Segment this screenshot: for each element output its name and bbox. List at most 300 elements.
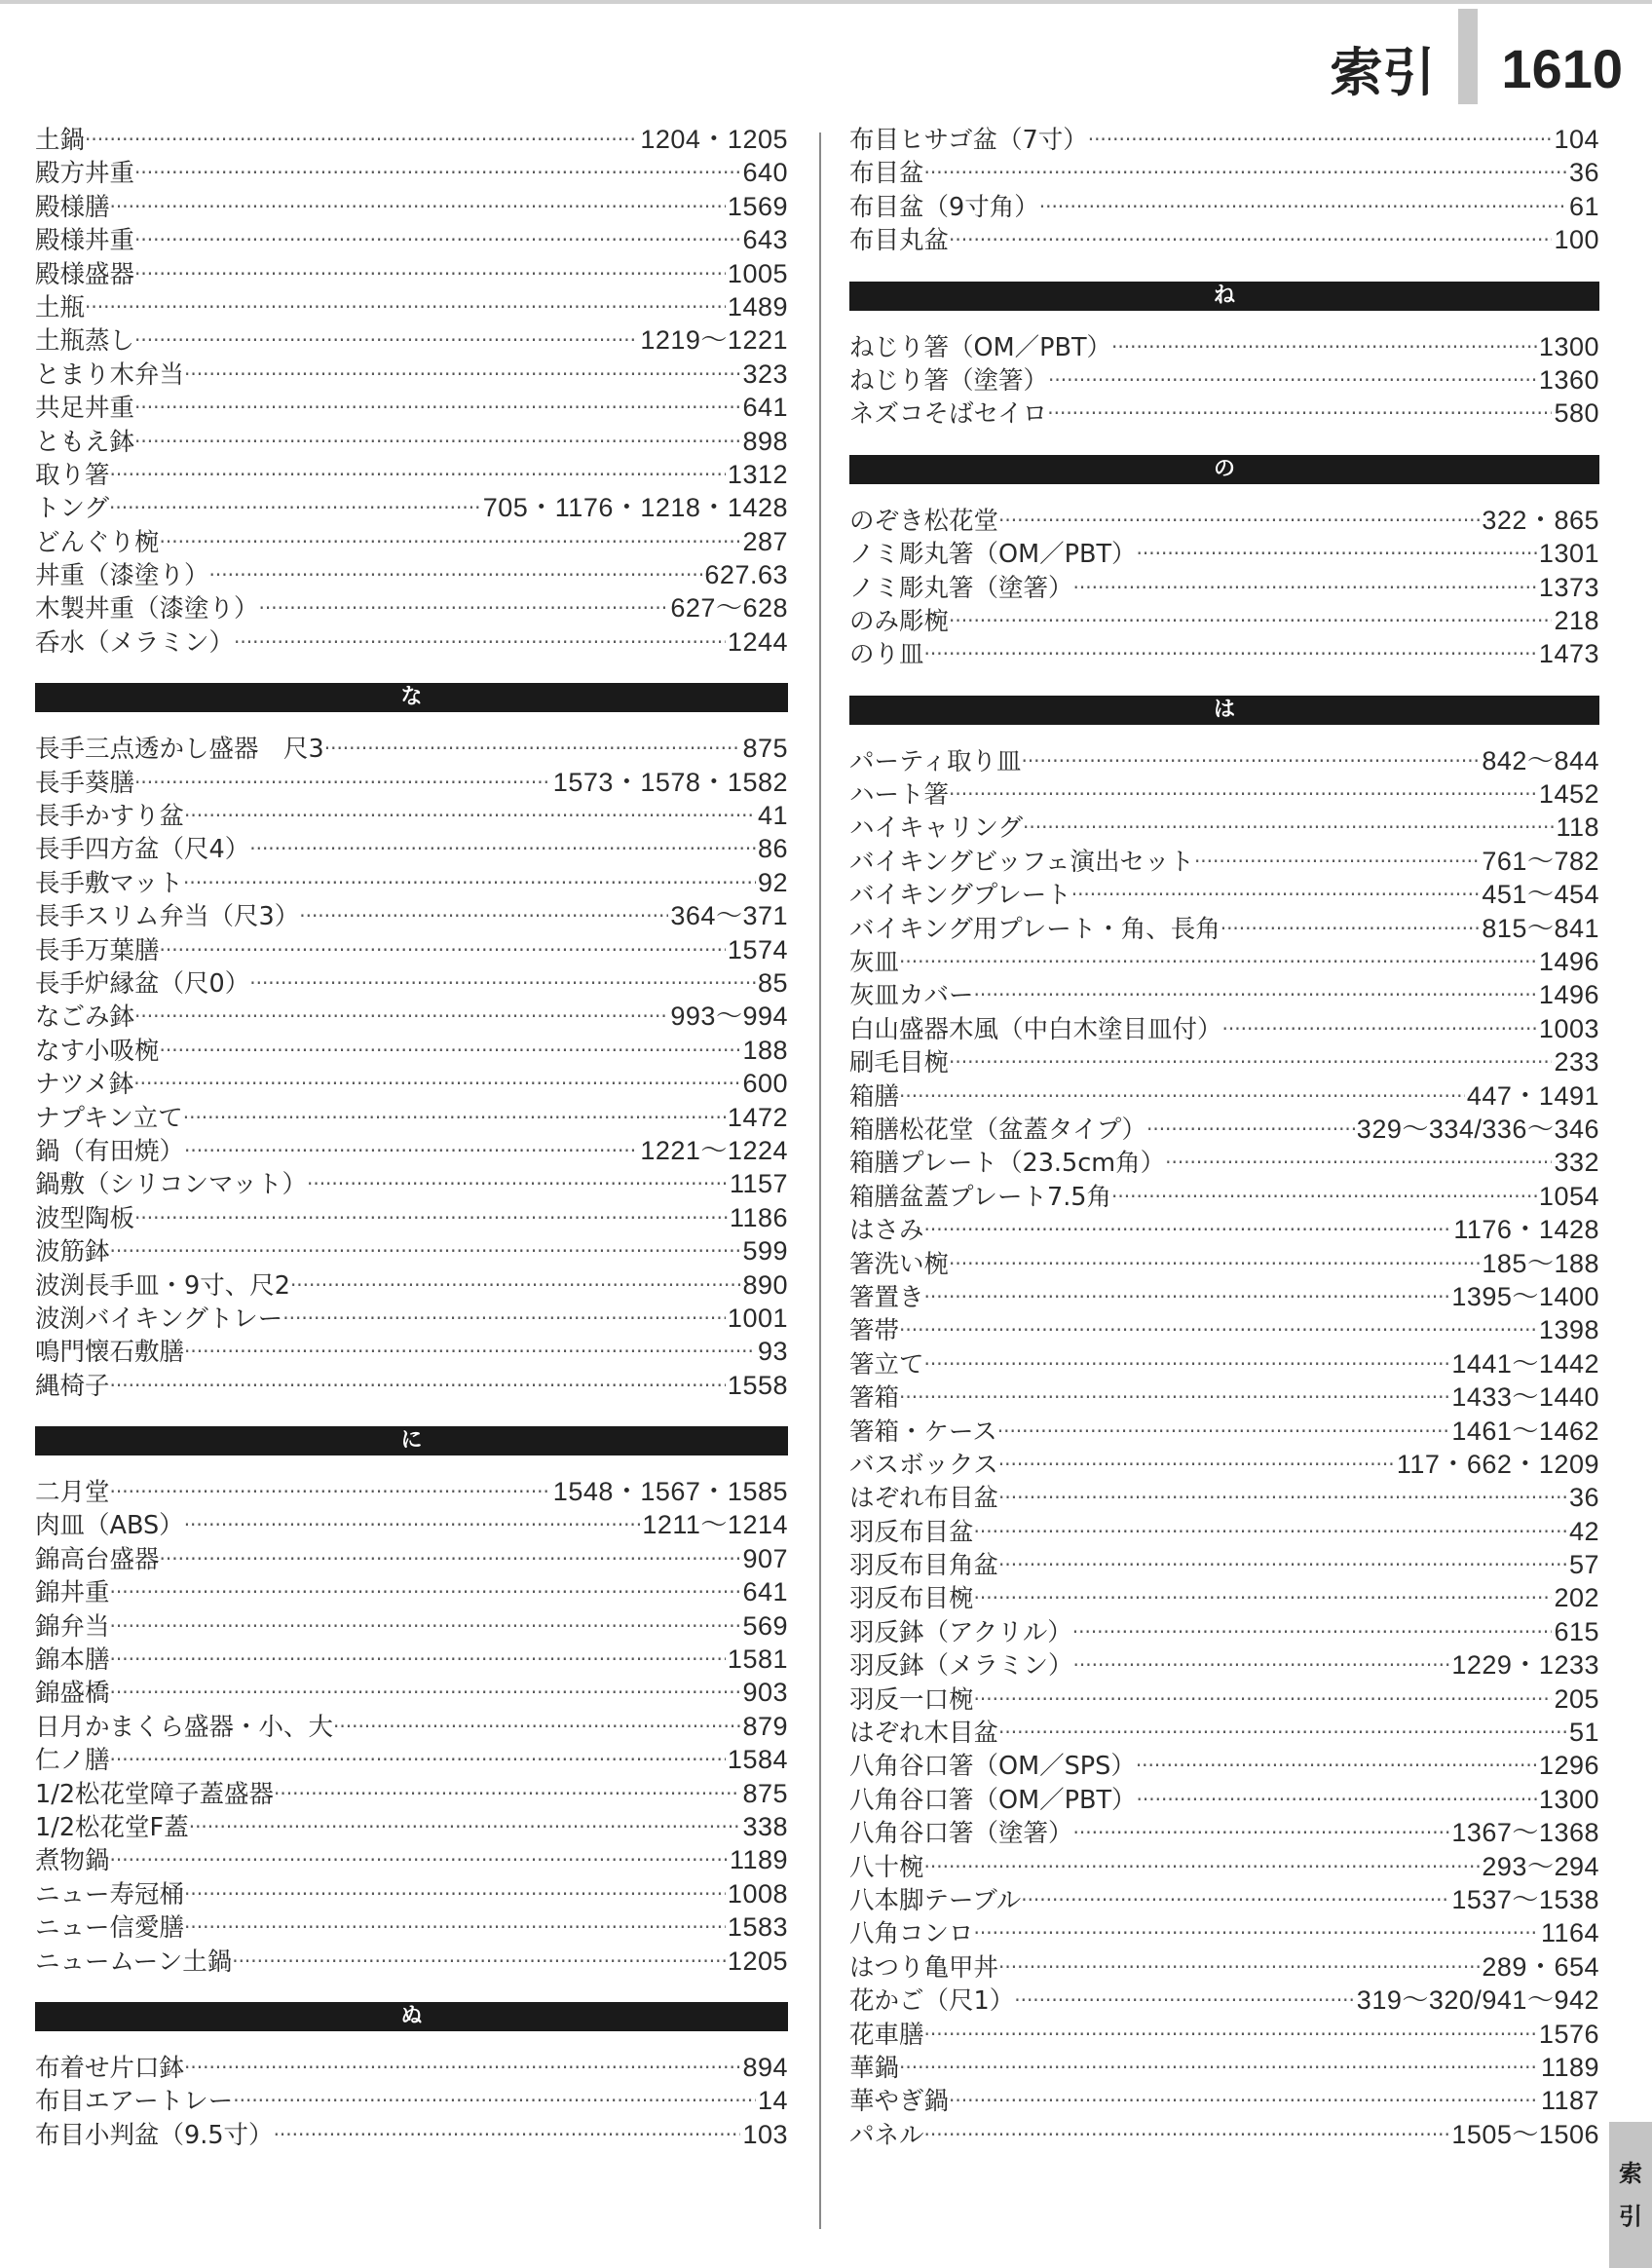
- index-entry: [35, 190, 788, 223]
- dot-leader: [974, 1682, 1553, 1716]
- dot-leader: [1220, 911, 1481, 945]
- dot-leader: [949, 1246, 1480, 1280]
- index-entry: [35, 1000, 788, 1033]
- entry-page-ref: 1583: [727, 1912, 788, 1943]
- dot-leader: [949, 776, 1537, 811]
- entry-name: ノミ彫丸箸（塗箸）: [849, 573, 1073, 603]
- entry-name: 刷毛目椀: [849, 1048, 950, 1078]
- index-entry: [849, 811, 1599, 844]
- entry-name: 羽反一口椀: [849, 1684, 974, 1715]
- index-entry: [35, 766, 788, 799]
- index-entry: [849, 878, 1599, 911]
- dot-leader: [899, 944, 1537, 978]
- index-entry: [35, 1777, 788, 1810]
- entry-page-ref: 202: [1554, 1583, 1599, 1613]
- index-entry: [849, 504, 1599, 537]
- entry-page-ref: 1441～1442: [1451, 1348, 1599, 1379]
- index-entry: [35, 1575, 788, 1608]
- dot-leader: [998, 1447, 1395, 1481]
- index-entry: [35, 2118, 788, 2151]
- index-entry: [849, 1648, 1599, 1682]
- entry-name: 鍋（有田焼）: [35, 1136, 185, 1166]
- index-entry: [35, 1234, 788, 1267]
- section-heading: ね: [849, 282, 1599, 311]
- entry-page-ref: 815～841: [1482, 913, 1599, 943]
- entry-page-ref: 85: [757, 967, 788, 998]
- index-entry: [35, 1369, 788, 1402]
- entry-page-ref: 1395～1400: [1451, 1281, 1599, 1311]
- entry-name: ともえ鉢: [35, 427, 135, 457]
- entry-page-ref: 36: [1568, 1483, 1599, 1513]
- dot-leader: [998, 1547, 1567, 1581]
- entry-page-ref: 338: [742, 1811, 788, 1841]
- dot-leader: [110, 1474, 551, 1508]
- entry-name: のみ彫椀: [849, 606, 950, 636]
- dot-leader: [949, 603, 1552, 637]
- dot-leader: [899, 1312, 1537, 1346]
- dot-leader: [1137, 536, 1537, 570]
- index-entry: [35, 2051, 788, 2084]
- dot-leader: [282, 1301, 726, 1335]
- dot-leader: [924, 2117, 1450, 2151]
- entry-name: 殿方丼重: [35, 159, 135, 189]
- dot-leader: [184, 1334, 756, 1368]
- entry-page-ref: 1301: [1538, 539, 1599, 569]
- entry-page-ref: 1205: [727, 1946, 788, 1976]
- entry-name: 殿様膳: [35, 192, 110, 222]
- entry-page-ref: 1187: [1540, 2086, 1599, 2116]
- entry-page-ref: 894: [742, 2052, 788, 2082]
- entry-page-ref: 1300: [1538, 331, 1599, 361]
- dot-leader: [924, 155, 1567, 189]
- dot-leader: [110, 1368, 726, 1402]
- dot-leader: [134, 155, 740, 189]
- index-side-tab[interactable]: [1609, 2122, 1652, 2268]
- dot-leader: [184, 798, 756, 832]
- entry-page-ref: 875: [742, 734, 788, 764]
- entry-name: 灰皿カバー: [849, 981, 974, 1011]
- entry-page-ref: 1398: [1538, 1315, 1599, 1345]
- entry-name: のぞき松花堂: [849, 506, 999, 536]
- dot-leader: [997, 1414, 1450, 1448]
- dot-leader: [110, 1642, 726, 1676]
- entry-page-ref: 1473: [1538, 639, 1599, 669]
- entry-name: 箱膳プレート（23.5cm角）: [849, 1149, 1166, 1179]
- entry-name: 白山盛器木風（中白木塗目皿付）: [849, 1014, 1222, 1044]
- dot-leader: [160, 1541, 741, 1575]
- entry-page-ref: 1296: [1538, 1751, 1599, 1781]
- dot-leader: [134, 222, 740, 256]
- index-entry: [849, 2018, 1599, 2051]
- entry-page-ref: 364～371: [670, 901, 788, 931]
- entry-page-ref: 903: [742, 1678, 788, 1708]
- entry-page-ref: 233: [1554, 1047, 1599, 1077]
- dot-leader: [1073, 1815, 1450, 1849]
- entry-name: 布目丸盆: [849, 226, 950, 256]
- dot-leader: [1073, 570, 1537, 604]
- index-entry: [849, 2084, 1599, 2117]
- entry-page-ref: 287: [742, 526, 788, 556]
- entry-page-ref: 1189: [1540, 2052, 1599, 2082]
- side-tab-char-2: 引: [1619, 2203, 1642, 2230]
- entry-name: 布目エアートレー: [35, 2087, 234, 2117]
- entry-page-ref: 1001: [727, 1303, 788, 1333]
- entry-name: 木製丼重（漆塗り）: [35, 594, 259, 624]
- dot-leader: [949, 222, 1552, 256]
- dot-leader: [274, 2117, 741, 2151]
- entry-page-ref: 323: [742, 359, 788, 389]
- entry-page-ref: 1176・1428: [1453, 1215, 1599, 1245]
- entry-name: はぞれ布目盆: [849, 1484, 999, 1514]
- dot-leader: [1222, 1011, 1537, 1045]
- dot-leader: [233, 2083, 756, 2117]
- dot-leader: [1048, 362, 1537, 397]
- dot-leader: [924, 1212, 1452, 1246]
- entry-name: 波筋鉢: [35, 1237, 110, 1267]
- index-entry: [35, 933, 788, 966]
- dot-leader: [1023, 810, 1554, 844]
- entry-name: 八本脚テーブル: [849, 1885, 1022, 1915]
- entry-name: 長手葵膳: [35, 768, 135, 798]
- dot-leader: [1073, 1647, 1450, 1682]
- dot-leader: [134, 390, 740, 424]
- index-entry: [849, 537, 1599, 570]
- dot-leader: [998, 1949, 1480, 1984]
- entry-name: ニュー信愛膳: [35, 1913, 185, 1944]
- index-entry: [35, 1034, 788, 1067]
- index-entry: [35, 257, 788, 290]
- index-entry: [849, 1213, 1599, 1246]
- dot-leader: [333, 1709, 740, 1743]
- dot-leader: [998, 1480, 1567, 1514]
- index-entry: [849, 1481, 1599, 1514]
- entry-name: 布目盆（9寸角）: [849, 192, 1039, 222]
- index-entry: [35, 1067, 788, 1100]
- index-entry: [849, 156, 1599, 189]
- dot-leader: [924, 1279, 1450, 1313]
- entry-page-ref: 319～320/941～942: [1356, 1985, 1599, 2016]
- index-entry: [35, 558, 788, 591]
- entry-page-ref: 1186: [729, 1202, 788, 1232]
- index-entry: [849, 1012, 1599, 1045]
- entry-name: 仁ノ膳: [35, 1746, 110, 1776]
- entry-page-ref: 1452: [1538, 779, 1599, 810]
- dot-leader: [184, 1876, 726, 1910]
- page-number: 1610: [1501, 37, 1623, 99]
- dot-leader: [899, 1078, 1465, 1113]
- index-entry: [35, 799, 788, 832]
- dot-leader: [1194, 844, 1480, 878]
- entry-page-ref: 1496: [1538, 947, 1599, 977]
- entry-name: 呑水（メラミン）: [35, 627, 235, 658]
- dot-leader: [1047, 396, 1552, 430]
- entry-name: 八角谷口箸（塗箸）: [849, 1819, 1073, 1849]
- index-entry: [849, 123, 1599, 156]
- entry-name: 箸箱・ケース: [849, 1417, 997, 1447]
- entry-page-ref: 61: [1568, 191, 1599, 221]
- entry-name: 長手敷マット: [35, 868, 183, 898]
- dot-leader: [1111, 329, 1537, 363]
- entry-page-ref: 1219～1221: [640, 325, 788, 356]
- index-entry: [35, 458, 788, 491]
- entry-name: 羽反鉢（アクリル）: [849, 1617, 1072, 1647]
- entry-name: ノミ彫丸箸（OM／PBT）: [849, 540, 1137, 570]
- entry-name: 布目小判盆（9.5寸）: [35, 2120, 274, 2150]
- index-entry: [35, 1676, 788, 1709]
- entry-name: 土鍋: [35, 126, 86, 155]
- dot-leader: [134, 999, 668, 1033]
- side-tab-char-1: 索: [1619, 2160, 1642, 2187]
- entry-page-ref: 879: [742, 1711, 788, 1741]
- index-entry: [35, 966, 788, 1000]
- entry-name: 箱膳盆蓋プレート7.5角: [849, 1182, 1112, 1212]
- index-entry: [35, 123, 788, 156]
- dot-leader: [184, 2050, 740, 2084]
- dot-leader: [1137, 1782, 1537, 1816]
- index-entry: [35, 1134, 788, 1167]
- dot-leader: [1146, 1112, 1355, 1146]
- index-entry: [849, 777, 1599, 811]
- index-entry: [35, 358, 788, 391]
- dot-leader: [974, 977, 1537, 1011]
- entry-page-ref: 615: [1554, 1616, 1599, 1646]
- section-heading: は: [849, 696, 1599, 725]
- entry-page-ref: 51: [1568, 1718, 1599, 1748]
- entry-name: どんぐり椀: [35, 527, 160, 557]
- entry-name: 煮物鍋: [35, 1846, 110, 1876]
- entry-name: 箸置き: [849, 1282, 924, 1312]
- dot-leader: [184, 1133, 638, 1167]
- entry-page-ref: 93: [757, 1337, 788, 1367]
- dot-leader: [209, 557, 703, 591]
- dot-leader: [110, 1574, 741, 1608]
- dot-leader: [134, 322, 638, 357]
- index-entry: [849, 1313, 1599, 1346]
- entry-name: 1/2松花堂障子蓋盛器: [35, 1779, 275, 1809]
- index-entry: [849, 1415, 1599, 1448]
- entry-name: 錦本膳: [35, 1645, 110, 1676]
- top-rule: [0, 0, 1652, 4]
- entry-name: 縄椅子: [35, 1371, 110, 1401]
- index-entry: [849, 330, 1599, 363]
- index-entry: [849, 945, 1599, 978]
- index-entry: [849, 1783, 1599, 1816]
- entry-page-ref: 57: [1568, 1550, 1599, 1580]
- dot-leader: [1039, 189, 1567, 223]
- entry-page-ref: 104: [1554, 125, 1599, 154]
- dot-leader: [324, 731, 741, 765]
- index-entry: [35, 323, 788, 357]
- entry-page-ref: 627.63: [704, 560, 788, 590]
- entry-page-ref: 898: [742, 426, 788, 456]
- entry-name: ナツメ鉢: [35, 1070, 134, 1100]
- entry-page-ref: 1584: [727, 1745, 788, 1775]
- dot-leader: [134, 1200, 728, 1234]
- index-entry: [849, 604, 1599, 637]
- entry-page-ref: 1581: [727, 1644, 788, 1675]
- index-entry: [849, 1816, 1599, 1849]
- entry-page-ref: 640: [742, 158, 788, 188]
- dot-leader: [183, 1100, 726, 1134]
- index-entry: [35, 1508, 788, 1541]
- entry-page-ref: 1360: [1538, 364, 1599, 395]
- entry-page-ref: 329～334/336～346: [1356, 1114, 1599, 1144]
- index-entry: [35, 1743, 788, 1776]
- entry-page-ref: 118: [1556, 813, 1599, 843]
- dot-leader: [1072, 1614, 1553, 1648]
- index-entry: [849, 190, 1599, 223]
- entry-name: 布目盆: [849, 159, 924, 189]
- entry-page-ref: 1558: [727, 1370, 788, 1400]
- entry-page-ref: 451～454: [1482, 880, 1599, 910]
- entry-page-ref: 1204・1205: [640, 125, 788, 154]
- section-heading: の: [849, 455, 1599, 484]
- index-entry: [849, 1515, 1599, 1548]
- index-entry: [849, 1380, 1599, 1414]
- dot-leader: [998, 503, 1480, 537]
- entry-page-ref: 641: [742, 1577, 788, 1607]
- entry-name: バイキング用プレート・角、長角: [849, 914, 1220, 944]
- entry-name: ハイキャリング: [849, 813, 1023, 844]
- entry-page-ref: 1433～1440: [1451, 1382, 1599, 1413]
- entry-page-ref: 447・1491: [1466, 1080, 1599, 1111]
- entry-page-ref: 185～188: [1482, 1248, 1599, 1278]
- index-entry: [849, 2118, 1599, 2151]
- section-heading: ぬ: [35, 2002, 788, 2031]
- entry-name: パネル: [849, 2120, 924, 2150]
- index-entry: [35, 1609, 788, 1643]
- section-heading: な: [35, 683, 788, 712]
- entry-name: 波渕長手皿・9寸、尺2: [35, 1270, 290, 1301]
- dot-leader: [949, 2083, 1539, 2117]
- entry-name: ニュームーン土鍋: [35, 1947, 233, 1977]
- index-entry: [849, 1581, 1599, 1614]
- index-entry: [35, 625, 788, 659]
- entry-page-ref: 103: [742, 2119, 788, 2149]
- dot-leader: [1071, 877, 1481, 911]
- entry-name: 二月堂: [35, 1478, 110, 1508]
- entry-name: 花車膳: [849, 2020, 924, 2050]
- index-entry: [35, 1910, 788, 1944]
- dot-leader: [899, 2050, 1539, 2084]
- dot-leader: [274, 1776, 740, 1810]
- dot-leader: [110, 1233, 741, 1267]
- index-entry: [849, 397, 1599, 430]
- index-entry: [35, 391, 788, 424]
- dot-leader: [307, 1166, 728, 1200]
- entry-name: はぞれ木目盆: [849, 1719, 999, 1749]
- entry-page-ref: 289・654: [1482, 1951, 1599, 1982]
- index-entry: [849, 571, 1599, 604]
- index-entry: [849, 1146, 1599, 1179]
- index-entry: [849, 1950, 1599, 1984]
- entry-name: 錦丼重: [35, 1578, 110, 1608]
- index-entry: [849, 223, 1599, 256]
- entry-name: 日月かまくら盛器・小、大: [35, 1712, 334, 1742]
- index-entry: [35, 1810, 788, 1843]
- dot-leader: [299, 898, 668, 932]
- entry-name: 羽反布目盆: [849, 1517, 974, 1547]
- entry-name: 鳴門懐石敷膳: [35, 1338, 185, 1368]
- entry-name: バイキングビッフェ演出セット: [849, 847, 1194, 877]
- entry-name: 長手炉縁盆（尺0）: [35, 968, 250, 999]
- dot-leader: [160, 1033, 741, 1067]
- entry-page-ref: 1221～1224: [640, 1135, 788, 1165]
- entry-name: パーティ取り皿: [849, 746, 1022, 776]
- entry-page-ref: 1211～1214: [642, 1510, 788, 1540]
- entry-page-ref: 92: [757, 867, 788, 897]
- entry-page-ref: 1373: [1538, 572, 1599, 602]
- entry-page-ref: 1003: [1538, 1013, 1599, 1043]
- index-entry: [35, 1643, 788, 1676]
- dot-leader: [234, 624, 726, 659]
- entry-page-ref: 332: [1554, 1148, 1599, 1178]
- index-entry: [35, 156, 788, 189]
- index-entry: [35, 1843, 788, 1876]
- entry-page-ref: 1489: [727, 291, 788, 321]
- entry-page-ref: 205: [1554, 1683, 1599, 1714]
- dot-leader: [232, 1944, 726, 1978]
- entry-page-ref: 842～844: [1482, 745, 1599, 775]
- entry-page-ref: 1300: [1538, 1784, 1599, 1814]
- entry-page-ref: 188: [742, 1035, 788, 1065]
- entry-name: 八角谷口箸（OM／SPS）: [849, 1752, 1136, 1782]
- entry-name: 錦弁当: [35, 1611, 110, 1642]
- index-entry: [849, 1347, 1599, 1380]
- entry-name: 共足丼重: [35, 394, 135, 424]
- entry-name: 殿様盛器: [35, 259, 135, 289]
- entry-name: 箸箱: [849, 1383, 900, 1414]
- dot-leader: [1111, 1179, 1537, 1213]
- dot-leader: [160, 932, 726, 966]
- index-entry: [849, 978, 1599, 1011]
- entry-name: 箸帯: [849, 1316, 900, 1346]
- entry-name: とまり木弁当: [35, 359, 185, 390]
- entry-page-ref: 1005: [727, 258, 788, 288]
- index-entry: [35, 1101, 788, 1134]
- entry-name: はさみ: [849, 1216, 924, 1246]
- entry-page-ref: 218: [1554, 605, 1599, 635]
- column-divider: [819, 132, 821, 2229]
- index-entry: [35, 525, 788, 558]
- entry-name: ねじり箸（OM／PBT）: [849, 332, 1112, 362]
- entry-name: なす小吸椀: [35, 1036, 160, 1066]
- dot-leader: [134, 256, 726, 290]
- index-entry: [849, 1045, 1599, 1078]
- dot-leader: [110, 1675, 741, 1709]
- dot-leader: [110, 189, 726, 223]
- entry-page-ref: 643: [742, 225, 788, 255]
- entry-name: 羽反布目椀: [849, 1584, 974, 1614]
- entry-name: ネズコそばセイロ: [849, 399, 1048, 430]
- entry-page-ref: 627～628: [670, 593, 788, 624]
- entry-page-ref: 1548・1567・1585: [552, 1477, 788, 1507]
- dot-leader: [924, 1346, 1450, 1380]
- dot-leader: [1014, 1983, 1355, 2017]
- index-entry: [849, 1079, 1599, 1113]
- index-entry: [35, 1542, 788, 1575]
- entry-name: 八角コンロ: [849, 1919, 974, 1949]
- entry-name: 錦高台盛器: [35, 1544, 160, 1574]
- entry-name: 箱膳松花堂（盆蓋タイプ）: [849, 1115, 1146, 1145]
- entry-name: 華やぎ鍋: [849, 2087, 950, 2117]
- entry-page-ref: 1573・1578・1582: [552, 767, 788, 797]
- entry-page-ref: 293～294: [1482, 1851, 1599, 1881]
- dot-leader: [184, 357, 740, 391]
- entry-name: 長手万葉膳: [35, 935, 160, 965]
- entry-name: 波渕バイキングトレー: [35, 1304, 283, 1334]
- index-entry: [849, 1850, 1599, 1883]
